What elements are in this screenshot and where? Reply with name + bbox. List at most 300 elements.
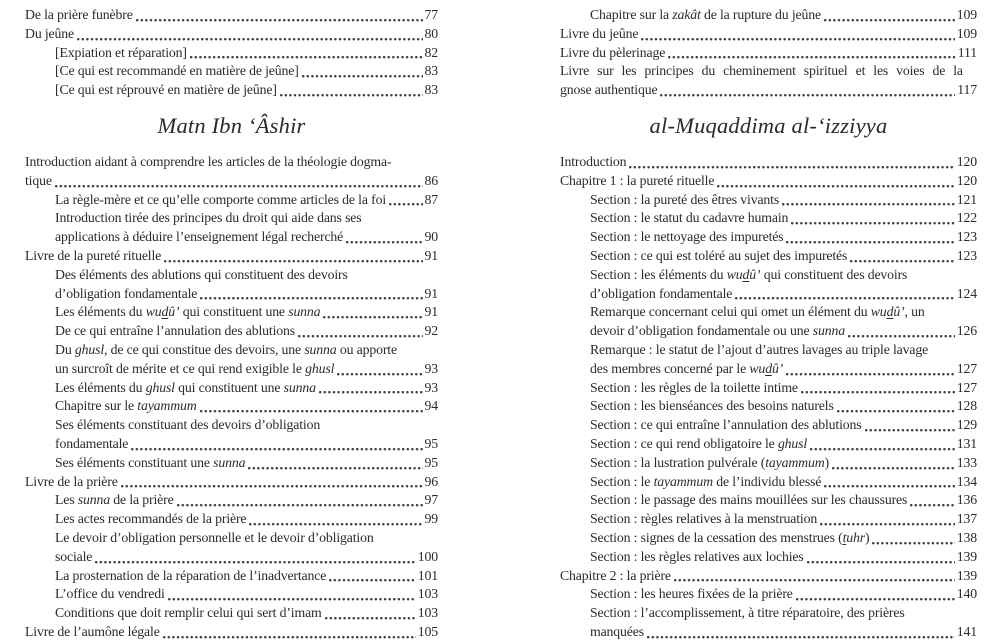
page-number: 83 [424,63,438,79]
text-segment: Introduction tirée des principes du droit qui aide dans ses [55,210,362,226]
toc-line [560,567,977,586]
toc-entry [560,473,977,492]
toc-line-text [25,247,161,266]
dot-leader [164,259,422,263]
toc-entry [25,322,438,341]
toc-line-text [55,81,277,100]
toc-line [560,454,977,473]
toc-line-text [55,379,316,398]
text-segment: Les actes recommandés de la prière [55,511,247,527]
text-segment: applications à déduire l’enseignement légal recherché [55,229,344,245]
text-segment: d’obligation fondamentale [55,285,198,301]
toc-line [25,341,438,360]
toc-entry [560,416,977,435]
toc-column-left [25,6,438,642]
toc-line-text [590,6,821,25]
toc-line [560,379,977,398]
text-segment: Chapitre sur le [55,398,138,414]
dot-leader [248,466,422,470]
text-segment: tique [25,172,52,188]
toc-line [25,360,438,379]
toc-line [560,25,977,44]
toc-line-text [55,397,197,416]
toc-entry [25,62,438,81]
toc-entry [560,266,977,304]
page-number: 82 [424,44,438,60]
toc-line [25,191,438,210]
toc-line-text [560,25,638,44]
page-number: 109 [956,25,977,41]
text-segment: ou apporte [336,341,397,357]
toc-line [25,303,438,322]
page-number: 120 [956,172,977,188]
dot-leader [163,635,416,639]
toc-line-text [590,585,793,604]
toc-line [560,585,977,604]
toc-entry [560,548,977,567]
toc-line [560,341,977,360]
text-segment: manquées [590,623,644,639]
page-number: 121 [956,191,977,207]
page-number: 86 [424,172,438,188]
toc-line-text [55,454,245,473]
text-segment: û’ [168,304,180,320]
page-number: 96 [424,473,438,489]
toc-line [25,266,438,285]
text-segment: d [886,304,894,320]
dot-leader [249,522,422,526]
toc-line [25,228,438,247]
toc-line [560,435,977,454]
toc-line-text [55,303,320,322]
toc-line-text [55,548,92,567]
toc-line-text [55,228,343,247]
toc-entry [560,6,977,25]
toc-entry [25,209,438,247]
toc-entry [560,44,977,63]
text-segment: Livre du jeûne [560,25,639,41]
text-segment: Chapitre 1 : la pureté rituelle [560,172,715,188]
dot-leader [323,315,422,319]
toc-line-text [590,191,779,210]
dot-leader [177,503,423,507]
text-segment: de l’individu blessé [712,473,822,489]
toc-entry [560,529,977,548]
toc-entry [25,191,438,210]
dot-leader [786,372,955,376]
page-number: 131 [956,435,977,451]
toc-entry [25,473,438,492]
toc-entry [560,228,977,247]
text-segment: sociale [55,548,93,564]
text-segment: d [765,360,772,376]
text-segment: Chapitre 2 : la prière [560,567,671,583]
toc-line [560,604,977,623]
toc-line [560,285,977,304]
toc-line-text [590,209,788,228]
toc-line-text [590,473,821,492]
toc-line [25,44,438,63]
toc-entry [25,25,438,44]
text-segment: La règle-mère et ce qu’elle comporte comme articles de la foi [55,191,386,207]
part-heading: al-Muqaddima al-‘izziyya [649,112,888,138]
page-number: 99 [424,511,438,527]
text-segment: û’ [749,266,761,282]
part-heading: Matn Ibn ‘Âshir [157,112,306,138]
text-segment: Des éléments des ablutions qui constituent des devoirs [55,266,348,282]
toc-line [560,172,977,191]
dot-leader [791,221,954,225]
toc-line [560,322,977,341]
toc-column-right [560,6,977,642]
toc-entry [560,247,977,266]
dot-leader [346,240,422,244]
toc-entry [560,567,977,586]
text-segment: Du [55,341,75,357]
text-segment: [Ce qui est recommandé en matière de jeûne] [55,63,299,79]
toc-line [560,548,977,567]
text-segment: qui constituent une [174,379,284,395]
text-segment: Du jeûne [25,25,74,41]
dot-leader [824,484,954,488]
text-segment: Section : les règles de la toilette intime [590,379,798,395]
toc-entry [560,172,977,191]
page-number: 87 [424,191,438,207]
text-segment: De la prière funèbre [25,7,133,22]
page-number: 101 [417,567,438,583]
text-segment: gnose authentique [560,82,658,98]
text-segment: d’obligation fondamentale [590,285,733,301]
toc-line [25,623,438,642]
text-segment: un surcroît de mérite et ce qui rend exigible le [55,360,306,376]
text-segment: La prosternation de la réparation de l’inadvertance [55,567,327,583]
page-number: 123 [956,229,977,245]
dot-leader [641,37,954,41]
text-segment: , de ce qui constitue des devoirs, une [104,341,305,357]
toc-line-text [25,172,52,191]
dot-leader [782,202,955,206]
dot-leader [910,503,955,507]
page-number: 103 [417,586,438,602]
text-segment: wu [726,266,743,282]
dot-leader [872,541,954,545]
toc-line-text [590,623,644,642]
toc-line-text [55,510,246,529]
toc-line-text [590,247,847,266]
text-segment: Les [55,492,78,508]
toc-line [560,510,977,529]
toc-line-text [55,322,295,341]
page-number: 95 [424,454,438,470]
toc-line [560,303,977,322]
text-segment: de la rupture du jeûne [700,7,821,22]
toc-line-text [55,604,322,623]
text-segment: , un [904,304,925,320]
toc-entry [560,435,977,454]
toc-line [560,44,977,63]
toc-line-text [560,567,671,586]
dot-leader [280,93,423,97]
toc-line-text [560,81,657,100]
toc-line [25,416,438,435]
toc-entry [560,62,977,100]
page-number: 105 [417,623,438,639]
page-number: 117 [957,82,977,98]
dot-leader [95,560,415,564]
page-number: 123 [956,247,977,263]
toc-entry [25,341,438,379]
text-segment: Ses éléments constituant des devoirs d’obligation [55,417,321,433]
dot-leader [131,447,422,451]
toc-entry [25,585,438,604]
page-number: 94 [424,398,438,414]
dot-leader [200,409,423,413]
toc-line [560,191,977,210]
toc-entry [560,454,977,473]
toc-line-text [25,6,133,25]
text-segment: zakât [672,7,701,22]
dot-leader [302,74,423,78]
text-segment: ) [865,529,870,545]
text-segment: Section : la lustration pulvérale ( [590,454,766,470]
text-segment: Section : le statut du cadavre humain [590,210,789,226]
text-segment: d [161,304,169,320]
toc-line [560,62,977,81]
page-number: 139 [956,548,977,564]
toc-entry [25,397,438,416]
text-segment: tayammum [137,398,197,414]
toc-entry [560,397,977,416]
dot-leader [121,484,423,488]
text-segment: t [842,529,847,545]
toc-line [25,172,438,191]
toc-line [25,397,438,416]
page-number: 93 [424,360,438,376]
text-segment: wu [145,304,162,320]
toc-entry [560,379,977,398]
page-number: 100 [417,548,438,564]
dot-leader [77,37,423,41]
text-segment: Conditions que doit remplir celui qui sert d’imam [55,605,322,621]
dot-leader [801,390,955,394]
toc-line-text [590,510,817,529]
dot-leader [832,466,955,470]
text-segment: Chapitre sur la [590,7,673,22]
text-segment: Livre de l’aumône légale [25,623,160,639]
toc-line [25,491,438,510]
dot-leader [820,522,955,526]
dot-leader [319,390,423,394]
text-segment: devoir d’obligation fondamentale ou une [590,323,813,339]
dot-leader [796,597,955,601]
toc-entry [25,491,438,510]
toc-line [25,285,438,304]
text-segment: De ce qui entraîne l’annulation des ablutions [55,323,295,339]
page-number: 133 [956,454,977,470]
toc-line-text [55,491,174,510]
toc-entry [25,529,438,567]
toc-line [25,247,438,266]
page-number: 134 [956,473,977,489]
toc-line-text [55,285,197,304]
page-number: 109 [956,7,977,22]
toc-entry [25,6,438,25]
page-number: 127 [956,360,977,376]
dot-leader [629,165,954,169]
toc-line [560,360,977,379]
toc-line [25,25,438,44]
toc-line [25,548,438,567]
page-number: 77 [424,7,438,22]
text-segment: û’ [893,304,905,320]
toc-entry [25,567,438,586]
toc-line [560,6,977,25]
toc-entry [560,585,977,604]
text-segment: Livre de la prière [25,473,118,489]
toc-line-text [55,62,299,81]
text-segment: wu [870,304,887,320]
toc-line [560,623,977,642]
text-segment: [Expiation et réparation] [55,44,187,60]
page-number: 129 [956,417,977,433]
text-segment: û’ [771,360,784,376]
dot-leader [647,635,955,639]
toc-entry [560,604,977,642]
dot-leader [837,409,955,413]
dot-leader [200,296,422,300]
toc-line-text [590,322,845,341]
dot-leader [168,597,416,601]
toc-line-text [590,435,807,454]
page-number: 83 [424,82,438,98]
text-segment: Section : les règles relatives aux lochies [590,548,804,564]
text-segment: Section : les bienséances des besoins naturels [590,398,834,414]
toc-line [560,529,977,548]
text-segment: Section : ce qui est toléré au sujet des impuretés [590,247,848,263]
page-number: 80 [424,25,438,41]
toc-entry [560,25,977,44]
toc-line-text [560,44,665,63]
text-segment: ghusl [305,360,335,376]
toc-line [560,473,977,492]
toc-line-text [590,454,829,473]
dot-leader [136,18,423,22]
toc-line [25,435,438,454]
toc-entry [560,491,977,510]
page-number: 92 [424,323,438,339]
toc-entry [25,266,438,304]
toc-line-text [55,44,187,63]
toc-line [560,491,977,510]
toc-line-text [560,153,626,172]
toc-line [25,322,438,341]
toc-line [560,81,977,100]
text-segment: Section : les éléments du [590,266,727,282]
text-segment: sunna [77,492,110,508]
toc-entry [25,416,438,454]
dot-leader [337,372,422,376]
toc-entry [560,191,977,210]
toc-entry [560,303,977,341]
text-segment: ) [824,454,830,470]
dot-leader [325,616,416,620]
toc-line [25,379,438,398]
page-number: 93 [424,379,438,395]
page-number: 122 [956,210,977,226]
toc-line-text [25,623,160,642]
text-segment: L’office du vendredi [55,586,165,602]
toc-line-text [560,172,714,191]
toc-line [560,228,977,247]
text-segment: qui constituent des devoirs [760,266,908,282]
toc-line [25,62,438,81]
dot-leader [824,18,955,22]
toc-line-text [55,191,386,210]
text-segment: Les éléments du [55,304,146,320]
toc-entry [560,209,977,228]
text-segment: d [742,266,750,282]
page-number: 139 [956,567,977,583]
text-segment: Section : le passage des mains mouillées sur les chaussures [590,492,908,508]
page-number: 120 [956,153,977,169]
toc-line-text [590,529,869,548]
page-number: 140 [956,586,977,602]
toc-line-text [25,25,74,44]
dot-leader [389,202,423,206]
toc-entry [560,510,977,529]
page-number: 137 [956,511,977,527]
toc-line [560,153,977,172]
toc-entry [560,153,977,172]
dot-leader [55,184,423,188]
toc-entry [25,81,438,100]
dot-leader [717,184,954,188]
toc-entry [25,44,438,63]
toc-line [560,247,977,266]
page-number: 103 [417,605,438,621]
dot-leader [786,240,954,244]
text-segment: sunna [288,304,321,320]
toc-line [25,567,438,586]
toc-line [25,153,438,172]
text-segment: ghusl [145,379,175,395]
toc-line [25,81,438,100]
toc-line [25,209,438,228]
dot-leader [810,447,955,451]
toc-line-text [55,360,334,379]
toc-entry [25,153,438,191]
toc-entry [25,510,438,529]
page-number: 91 [424,285,438,301]
page-number: 126 [956,323,977,339]
text-segment: Remarque : le statut de l’ajout d’autres lavages au triple lavage [590,341,929,357]
toc-line-text [590,397,834,416]
toc-line-text [590,416,862,435]
text-segment: tayammum [653,473,713,489]
text-segment: Introduction [560,153,627,169]
text-segment: Le devoir d’obligation personnelle et le devoir d’obligation [55,529,374,545]
text-segment: sunna [304,341,337,357]
page-number: 91 [424,247,438,263]
dot-leader [807,560,955,564]
toc-line-text [590,285,732,304]
toc-entry [560,341,977,379]
toc-entry [25,454,438,473]
toc-line-text [590,491,907,510]
toc-line [25,510,438,529]
page-number: 136 [956,492,977,508]
text-segment: des membres concerné par le [590,360,750,376]
